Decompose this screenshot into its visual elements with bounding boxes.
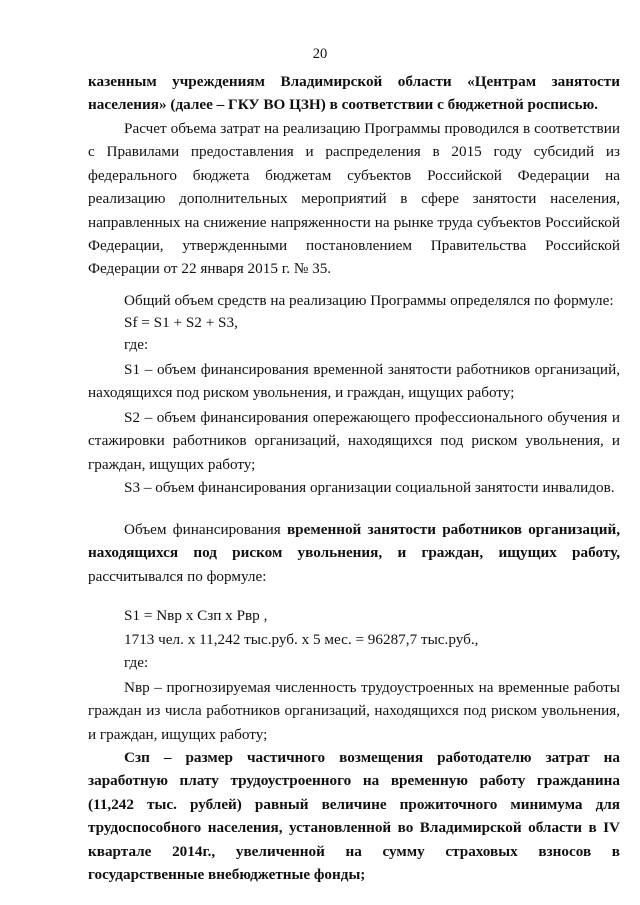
paragraph-total-formula-intro: Общий объем средств на реализацию Программы определялся по формуле: (124, 292, 614, 309)
paragraph-s1-financing (88, 518, 620, 588)
paragraph-intro: казенным учреждениям Владимирской области «Центрам занятости населения» (далее – ГКУ ВО ЦЗН) в соответствии с бюджетной росписью. (88, 73, 620, 114)
definition-s1: S1 – объем финансирования временной занятости работников организаций, находящихся под риском увольнения, и граждан, ищущих работу; (88, 361, 620, 402)
paragraph-s1-bold: временной занятости работников организаций, находящихся под риском увольнения, и граждан, ищущих работу, (88, 521, 620, 562)
definition-nvr: Nвр – прогнозируемая численность трудоустроенных на временные работы граждан из числа работников организаций, находящихся под риском увольнения, и граждан, ищущих работу; (88, 679, 620, 743)
definition-s3: S3 – объем финансирования организации социальной занятости инвалидов. (124, 479, 615, 496)
where-label-2: где: (124, 654, 149, 671)
definition-s2: S2 – объем финансирования опережающего профессионального обучения и стажировки работников организаций, находящихся под риском увольнения, и граждан, ищущих работу; (88, 409, 620, 473)
where-label-1: где: (124, 336, 149, 353)
definition-czp: Сзп – размер частичного возмещения работодателю затрат на заработную плату трудоустроенного на временную работу гражданина (11,242 тыс. рублей) равный величине прожиточного минимума для трудоспособного населения, установленной во Владимирской области в IV квартале 2014г., увеличенной на сумму страховых взносов в государственные внебюджетные фонды; (88, 749, 620, 884)
paragraph-calculation-basis: Расчет объема затрат на реализацию Программы проводился в соответствии с Правилами предоставления и распределения в 2015 году субсидий из федерального бюджета бюджетам субъектов Российской Федерации на реализацию дополнительных мероприятий в сфере занятости населения, направленных на снижение напряженности на рынке труда субъектов Российской Федерации, утвержденными постановлением Правительства Российской Федерации от 22 января 2015 г. № 35. (88, 120, 620, 278)
formula-s1: S1 = Nвр x Сзп x Рвр , (124, 607, 268, 624)
formula-total: Sf = S1 + S2 + S3, (124, 314, 238, 331)
formula-s1-calculation: 1713 чел. х 11,242 тыс.руб. х 5 мес. = 96287,7 тыс.руб., (124, 631, 479, 648)
paragraph-s1-end: рассчитывался по формуле: (88, 567, 267, 585)
paragraph-s1-start: Объем финансирования (124, 521, 281, 538)
page-number: 20 (312, 46, 328, 62)
